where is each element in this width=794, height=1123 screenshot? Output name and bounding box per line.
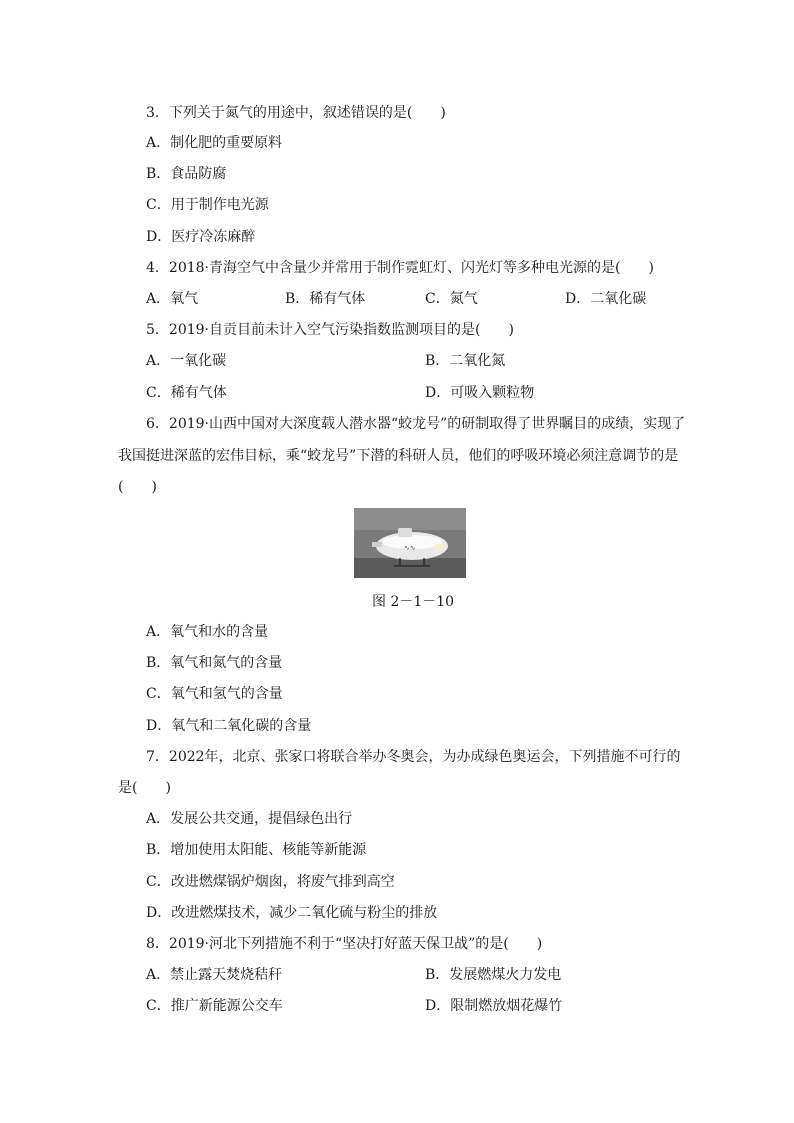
question-3-stem: 3．下列关于氮气的用途中，叙述错误的是( ): [146, 105, 446, 121]
question-6-option-a: A．氧气和水的含量: [146, 624, 269, 640]
question-7-option-c: C．改进燃煤锅炉烟囱，将废气排到高空: [146, 874, 395, 890]
svg-text:∿∿: ∿∿: [404, 544, 416, 552]
question-6-stem-line-1: 6．2019·山西中国对大深度载人潜水器“蛟龙号”的研制取得了世界瞩目的成绩，实现了: [146, 416, 686, 432]
question-4-stem: 4．2018·青海空气中含量少并常用于制作霓虹灯、闪光灯等多种电光源的是( ): [146, 260, 654, 276]
question-4-option-a: A．氧气: [146, 291, 199, 307]
figure-caption: 图 2－1－10: [372, 594, 455, 610]
question-5-option-b: B．二氧化氮: [425, 353, 506, 369]
question-7-option-a: A．发展公共交通，提倡绿色出行: [146, 811, 353, 827]
question-5-option-a: A．一氧化碳: [146, 353, 227, 369]
question-3-option-d: D．医疗冷冻麻醉: [146, 229, 256, 245]
question-6-stem-line-2: 我国挺进深蓝的宏伟目标，乘“蛟龙号”下潜的科研人员，他们的呼吸环境必须注意调节的是: [118, 448, 679, 464]
question-5-stem: 5．2019·自贡目前未计入空气污染指数监测项目的是( ): [146, 322, 514, 338]
question-7-option-b: B．增加使用太阳能、核能等新能源: [146, 842, 367, 858]
question-8-option-b: B．发展燃煤火力发电: [425, 967, 562, 983]
question-8-option-d: D．限制燃放烟花爆竹: [425, 998, 563, 1014]
question-3-option-c: C．用于制作电光源: [146, 197, 269, 213]
question-6-option-c: C．氧气和氢气的含量: [146, 686, 283, 702]
question-5-option-c: C．稀有气体: [146, 385, 227, 401]
question-4-option-c: C．氮气: [425, 291, 478, 307]
question-8-option-a: A．禁止露天焚烧秸秆: [146, 967, 283, 983]
question-7-option-d: D．改进燃煤技术，减少二氧化硫与粉尘的排放: [146, 905, 438, 921]
question-6-option-d: D．氧气和二氧化碳的含量: [146, 718, 312, 734]
question-5-option-d: D．可吸入颗粒物: [425, 385, 535, 401]
question-7-stem-line-2: 是( ): [118, 780, 171, 796]
question-6-option-b: B．氧气和氮气的含量: [146, 655, 283, 671]
question-7-stem-line-1: 7．2022年，北京、张家口将联合举办冬奥会，为办成绿色奥运会，下列措施不可行的: [146, 749, 681, 765]
question-3-option-b: B．食品防腐: [146, 166, 227, 182]
question-8-option-c: C．推广新能源公交车: [146, 998, 283, 1014]
question-6-stem-line-3: ( ): [118, 479, 157, 495]
question-4-option-d: D．二氧化碳: [565, 291, 647, 307]
submersible-illustration: [354, 508, 466, 578]
question-4-option-b: B．稀有气体: [285, 291, 366, 307]
question-8-stem: 8．2019·河北下列措施不利于“坚决打好蓝天保卫战”的是( ): [146, 936, 543, 952]
question-3-option-a: A．制化肥的重要原料: [146, 135, 283, 151]
submersible-photo: [354, 508, 466, 578]
